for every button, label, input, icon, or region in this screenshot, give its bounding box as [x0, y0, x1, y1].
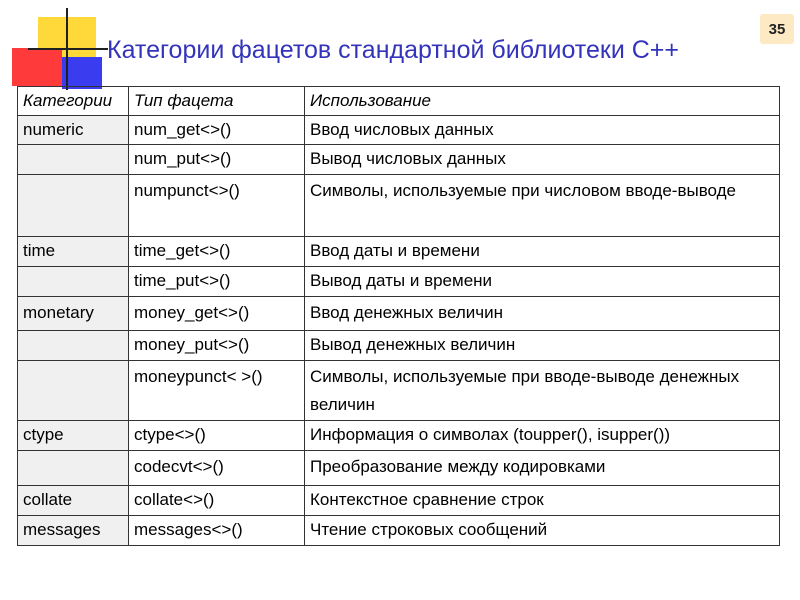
cell-usage: Ввод денежных величин: [305, 297, 780, 331]
cell-usage: Контекстное сравнение строк: [305, 486, 780, 516]
decor-red-square: [12, 48, 62, 86]
header-facet-type: Тип фацета: [129, 87, 305, 116]
cell-facet-type: num_get<>(): [129, 116, 305, 145]
cell-category: [18, 331, 129, 361]
cell-category: numeric: [18, 116, 129, 145]
cell-category: messages: [18, 516, 129, 546]
cell-usage: Ввод даты и времени: [305, 237, 780, 267]
header-usage: Использование: [305, 87, 780, 116]
cell-category: [18, 175, 129, 237]
table-row: [18, 451, 780, 486]
cell-facet-type: money_get<>(): [129, 297, 305, 331]
table-row: [18, 145, 780, 175]
cell-usage: Вывод даты и времени: [305, 267, 780, 297]
table-header-row: [18, 87, 780, 116]
cell-usage: Информация о символах (toupper(), isupper()): [305, 421, 780, 451]
cell-category: collate: [18, 486, 129, 516]
table-row: [18, 297, 780, 331]
cell-category: time: [18, 237, 129, 267]
cell-facet-type: money_put<>(): [129, 331, 305, 361]
cell-category: ctype: [18, 421, 129, 451]
cell-category: [18, 145, 129, 175]
table-row: [18, 421, 780, 451]
slide-number-badge: 35: [760, 14, 794, 44]
cell-facet-type: ctype<>(): [129, 421, 305, 451]
table-row: [18, 361, 780, 421]
cell-usage: Чтение строковых сообщений: [305, 516, 780, 546]
cell-usage: Символы, используемые при вводе-выводе денежных величин: [305, 361, 780, 421]
table-row: [18, 267, 780, 297]
cell-facet-type: numpunct<>(): [129, 175, 305, 237]
table-row: [18, 175, 780, 237]
table-row: [18, 116, 780, 145]
cell-facet-type: num_put<>(): [129, 145, 305, 175]
decor-horizontal-line: [28, 48, 108, 50]
cell-usage: Вывод числовых данных: [305, 145, 780, 175]
cell-facet-type: time_get<>(): [129, 237, 305, 267]
cell-usage: Преобразование между кодировками: [305, 451, 780, 486]
cell-usage: Символы, используемые при числовом вводе-выводе: [305, 175, 780, 237]
header-category: Категории: [18, 87, 129, 116]
cell-category: monetary: [18, 297, 129, 331]
cell-usage: Ввод числовых данных: [305, 116, 780, 145]
cell-facet-type: codecvt<>(): [129, 451, 305, 486]
cell-category: [18, 451, 129, 486]
cell-facet-type: time_put<>(): [129, 267, 305, 297]
cell-category: [18, 267, 129, 297]
facets-table: [17, 86, 780, 546]
slide-title: Категории фацетов стандартной библиотеки C++: [107, 36, 679, 64]
table-row: [18, 237, 780, 267]
table-row: [18, 331, 780, 361]
cell-facet-type: messages<>(): [129, 516, 305, 546]
cell-category: [18, 361, 129, 421]
decor-blue-square: [62, 57, 102, 89]
cell-facet-type: moneypunct< >(): [129, 361, 305, 421]
table-row: [18, 486, 780, 516]
cell-usage: Вывод денежных величин: [305, 331, 780, 361]
cell-facet-type: collate<>(): [129, 486, 305, 516]
table-row: [18, 516, 780, 546]
